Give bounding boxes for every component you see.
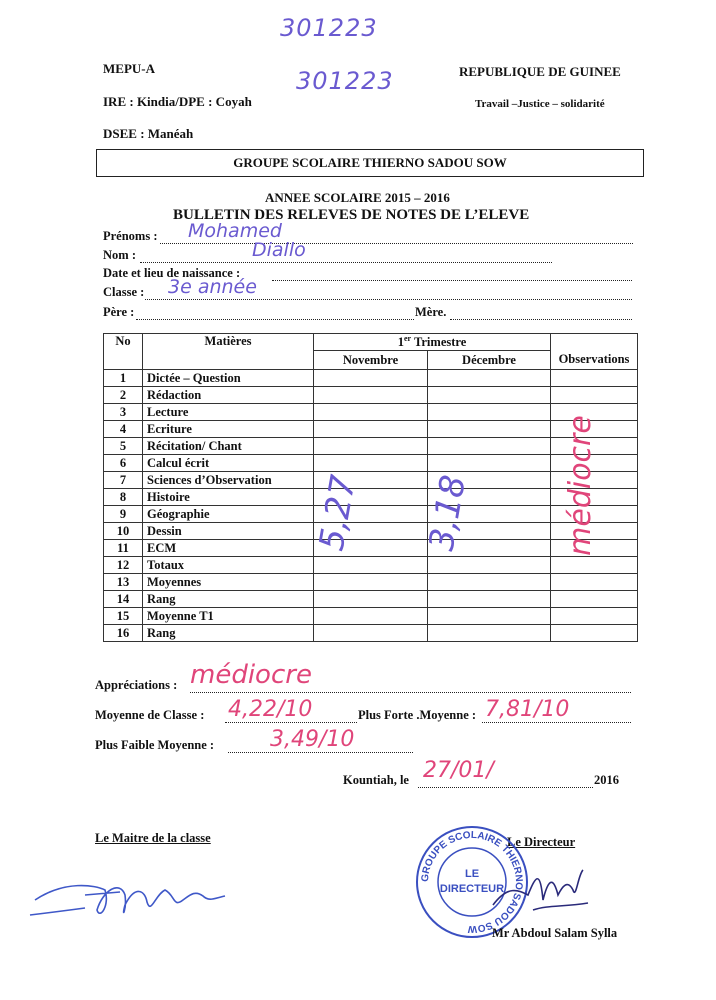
pere-label: Père :: [103, 305, 135, 319]
table-row: [104, 438, 638, 455]
date-value: 27/01/: [423, 758, 494, 783]
table-row: [104, 387, 638, 404]
row-number: 3: [104, 404, 143, 421]
table-row: [104, 421, 638, 438]
decembre-cell: [428, 455, 551, 472]
prenoms-value: Mohamed: [188, 220, 282, 242]
plus-forte-line: [482, 722, 631, 723]
nom-line: [140, 262, 552, 263]
table-row: [104, 404, 638, 421]
plus-forte-value: 7,81/10: [485, 697, 570, 722]
handwritten-reference-second: 301223: [296, 67, 394, 95]
maitre-label: Le Maitre de la classe: [95, 831, 211, 845]
nom-label: Nom :: [103, 248, 136, 262]
row-subject: Rang: [143, 625, 314, 642]
row-subject: Calcul écrit: [143, 455, 314, 472]
novembre-cell: [314, 591, 428, 608]
header-ministry: MEPU-A: [103, 61, 155, 76]
plus-forte-label: Plus Forte .Moyenne :: [358, 708, 477, 722]
row-number: 16: [104, 625, 143, 642]
handwritten-reference-top: 301223: [280, 14, 378, 42]
svg-text:DIRECTEUR: DIRECTEUR: [439, 883, 505, 895]
table-row: [104, 591, 638, 608]
col-no-header: No: [104, 334, 143, 370]
row-number: 10: [104, 523, 143, 540]
observation-cell: [551, 370, 638, 387]
svg-text:GROUPE SCOLAIRE THIERNO SADOU: GROUPE SCOLAIRE THIERNO SADOU SOW: [419, 829, 525, 935]
prenoms-line: [160, 243, 633, 244]
decembre-cell: [428, 557, 551, 574]
row-number: 5: [104, 438, 143, 455]
school-name-box: [96, 149, 644, 177]
header-motto: Travail –Justice – solidarité: [475, 98, 605, 110]
naissance-line: [272, 280, 632, 281]
observation-cell: [551, 608, 638, 625]
novembre-cell: [314, 608, 428, 625]
place-label: Kountiah, le: [343, 773, 409, 787]
decembre-cell: [428, 387, 551, 404]
row-number: 6: [104, 455, 143, 472]
observation-cell: [551, 591, 638, 608]
appreciations-label: Appréciations :: [95, 678, 178, 692]
directeur-label: Le Directeur: [507, 835, 576, 849]
row-subject: Rédaction: [143, 387, 314, 404]
school-year: ANNEE SCOLAIRE 2015 – 2016: [265, 190, 450, 205]
col-novembre-header: Novembre: [314, 351, 428, 370]
row-number: 15: [104, 608, 143, 625]
table-row: [104, 489, 638, 506]
row-number: 13: [104, 574, 143, 591]
school-name: GROUPE SCOLAIRE THIERNO SADOU SOW: [233, 155, 507, 170]
moyenne-classe-label: Moyenne de Classe :: [95, 708, 205, 722]
row-subject: Sciences d’Observation: [143, 472, 314, 489]
appreciations-line: [190, 692, 631, 693]
appreciations-value: médiocre: [190, 660, 312, 690]
table-row: [104, 557, 638, 574]
moyenne-classe-line: [225, 722, 357, 723]
decembre-cell: [428, 625, 551, 642]
decembre-cell: [428, 370, 551, 387]
decembre-cell: [428, 438, 551, 455]
nom-value: Diallo: [252, 239, 306, 261]
prenoms-label: Prénoms :: [103, 229, 158, 243]
row-subject: Ecriture: [143, 421, 314, 438]
decembre-cell: [428, 421, 551, 438]
plus-faible-label: Plus Faible Moyenne :: [95, 738, 215, 752]
table-row: [104, 574, 638, 591]
classe-value: 3e année: [168, 276, 257, 298]
observation-cell: [551, 625, 638, 642]
novembre-cell: [314, 574, 428, 591]
row-subject: Récitation/ Chant: [143, 438, 314, 455]
col-matieres-header: Matières: [143, 334, 314, 370]
directeur-signature: [488, 855, 598, 925]
plus-faible-value: 3,49/10: [270, 727, 355, 752]
novembre-cell: [314, 438, 428, 455]
handwritten-decembre-grade: 3,18: [421, 472, 475, 554]
row-number: 4: [104, 421, 143, 438]
header-ire: IRE : Kindia/DPE : Coyah: [103, 94, 252, 109]
row-subject: Moyennes: [143, 574, 314, 591]
observation-cell: [551, 557, 638, 574]
table-row: [104, 506, 638, 523]
row-number: 14: [104, 591, 143, 608]
row-subject: Totaux: [143, 557, 314, 574]
header-dsee: DSEE : Manéah: [103, 126, 194, 141]
col-trimestre-header: 1er Trimestre: [314, 334, 551, 351]
row-number: 2: [104, 387, 143, 404]
col-decembre-header: Décembre: [428, 351, 551, 370]
row-number: 8: [104, 489, 143, 506]
row-subject: Dessin: [143, 523, 314, 540]
novembre-cell: [314, 404, 428, 421]
row-subject: Géographie: [143, 506, 314, 523]
novembre-cell: [314, 387, 428, 404]
row-subject: Rang: [143, 591, 314, 608]
table-row: [104, 625, 638, 642]
novembre-cell: [314, 421, 428, 438]
grades-table: [103, 333, 638, 642]
table-row: [104, 608, 638, 625]
decembre-cell: [428, 591, 551, 608]
naissance-label: Date et lieu de naissance :: [103, 266, 241, 280]
handwritten-observation: médiocre: [562, 415, 598, 556]
novembre-cell: [314, 625, 428, 642]
row-subject: Dictée – Question: [143, 370, 314, 387]
row-number: 9: [104, 506, 143, 523]
row-subject: ECM: [143, 540, 314, 557]
plus-faible-line: [228, 752, 413, 753]
document-title: BULLETIN DES RELEVES DE NOTES DE L’ELEVE: [173, 207, 530, 223]
observation-cell: [551, 574, 638, 591]
table-header-row: [104, 334, 638, 351]
novembre-cell: [314, 455, 428, 472]
header-country: REPUBLIQUE DE GUINEE: [459, 64, 621, 79]
decembre-cell: [428, 608, 551, 625]
col-observations-header: Observations: [551, 334, 638, 370]
table-row: [104, 540, 638, 557]
classe-line: [145, 299, 632, 300]
decembre-cell: [428, 574, 551, 591]
classe-label: Classe :: [103, 285, 145, 299]
table-row: [104, 472, 638, 489]
table-row: [104, 455, 638, 472]
decembre-cell: [428, 404, 551, 421]
directeur-name: Mr Abdoul Salam Sylla: [492, 926, 618, 940]
handwritten-novembre-grade: 5,27: [311, 472, 365, 554]
novembre-cell: [314, 370, 428, 387]
mere-line: [450, 319, 632, 320]
table-row: [104, 523, 638, 540]
row-number: 1: [104, 370, 143, 387]
row-number: 7: [104, 472, 143, 489]
maitre-signature: [25, 860, 245, 940]
moyenne-classe-value: 4,22/10: [228, 697, 313, 722]
novembre-cell: [314, 557, 428, 574]
row-subject: Histoire: [143, 489, 314, 506]
row-number: 12: [104, 557, 143, 574]
pere-line: [136, 319, 414, 320]
year-value: 2016: [594, 773, 619, 787]
row-number: 11: [104, 540, 143, 557]
mere-label: Mère.: [415, 305, 447, 319]
row-subject: Lecture: [143, 404, 314, 421]
table-row: [104, 370, 638, 387]
date-line: [418, 787, 593, 788]
svg-text:LE: LE: [464, 868, 480, 880]
trimestre-superscript: er: [403, 334, 412, 343]
row-subject: Moyenne T1: [143, 608, 314, 625]
observation-cell: [551, 387, 638, 404]
